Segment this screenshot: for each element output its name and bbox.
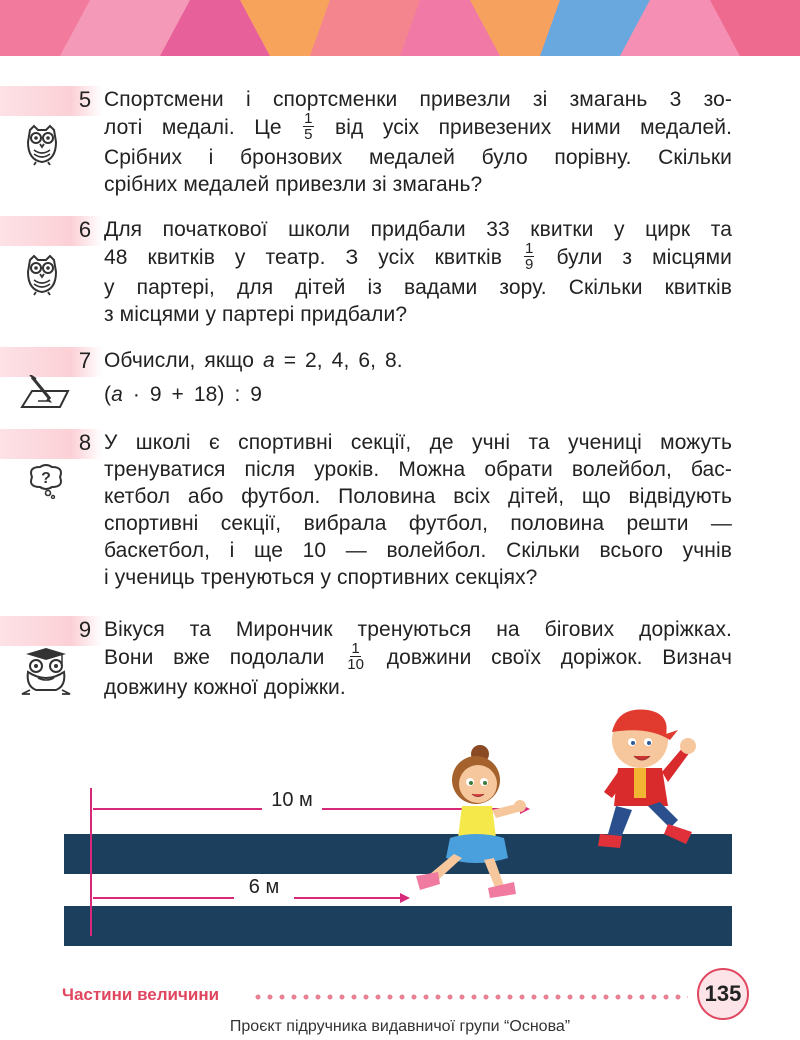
task-line: баскетбол, і ще 10 — волейбол. Скільки всього учнів bbox=[104, 539, 732, 562]
page-number-badge bbox=[697, 968, 749, 1020]
owl-icon bbox=[22, 122, 62, 171]
task-text bbox=[104, 86, 732, 198]
task-line: срібних медалей привезли зі змагань? bbox=[104, 173, 483, 196]
expression: (a · 9 + 18) : 9 bbox=[104, 383, 263, 406]
svg-text:?: ? bbox=[41, 470, 51, 487]
task-line: 48 квитків у театр. З усіх квитків $\frac{1}{9}$ були з місцями bbox=[104, 240, 733, 273]
fraction: $\frac{1}{10}$ bbox=[347, 640, 365, 673]
owl-icon bbox=[22, 252, 62, 301]
task-text bbox=[104, 616, 732, 701]
top-decorative-banner bbox=[0, 0, 800, 56]
task-text bbox=[104, 216, 732, 328]
task-line: Обчисли, якщо a = 2, 4, 6, 8. bbox=[104, 349, 403, 372]
task-number: 5 bbox=[78, 87, 92, 112]
task-line: Срібних і бронзових медалей було порівну. Скільки bbox=[104, 146, 732, 169]
dotted-divider bbox=[252, 993, 688, 1001]
section-title: Частини величини bbox=[62, 985, 220, 1004]
publisher-note: Проєкт підручника видавничої групи “Основа” bbox=[229, 1018, 571, 1035]
task-line: тренуватися після уроків. Можна обрати волейбол, бас- bbox=[104, 458, 732, 481]
page-number: 135 bbox=[704, 981, 742, 1006]
task-number: 9 bbox=[78, 617, 92, 642]
task-line: У школі є спортивні секції, де учні та учениці можуть bbox=[104, 431, 732, 454]
task-line: Для початкової школи придбали 33 квитки у цирк та bbox=[104, 218, 732, 241]
task-line: довжину кожної доріжки. bbox=[104, 676, 346, 699]
task-number: 6 bbox=[78, 217, 92, 242]
task-line: з місцями у партері придбали? bbox=[104, 303, 408, 326]
task-line: у партері, для дітей із вадами зору. Скільки квитків bbox=[104, 276, 732, 299]
task-number: 8 bbox=[78, 430, 92, 455]
boy-runner bbox=[598, 709, 696, 848]
running-track-top bbox=[64, 834, 732, 874]
task-line: Вони вже подолали $\frac{1}{10}$ довжини своїх доріжок. Визнач bbox=[104, 640, 732, 673]
task-line: кетбол або футбол. Половина всіх дітей, що відвідують bbox=[104, 485, 732, 508]
task-line: лоті медалі. Це $\frac{1}{5}$ від усіх привезених ними медалей. bbox=[104, 110, 733, 143]
task-number: 7 bbox=[78, 348, 92, 373]
pencil-notebook-icon bbox=[18, 375, 72, 416]
running-tracks-illustration bbox=[0, 700, 800, 960]
distance-label-top: 10 м bbox=[262, 789, 322, 812]
running-track-bottom bbox=[64, 906, 732, 946]
task-line: Вікуся та Мирончик тренуються на бігових доріжках. bbox=[104, 618, 732, 641]
task-line: і учениць тренуються у спортивних секціях? bbox=[104, 566, 538, 589]
task-text bbox=[104, 429, 732, 591]
fraction: $\frac{1}{9}$ bbox=[525, 240, 534, 273]
girl-runner bbox=[416, 745, 526, 898]
distance-label-bottom: 6 м bbox=[234, 876, 294, 899]
task-text bbox=[104, 347, 732, 408]
question-bubble-icon bbox=[26, 463, 66, 504]
variable-a: a bbox=[263, 349, 275, 372]
fraction: $\frac{1}{5}$ bbox=[304, 110, 313, 143]
task-line: спортивні секції, вибрала футбол, половина решти — bbox=[104, 512, 732, 535]
task-line: Спортсмени і спортсменки привезли зі змагань 3 зо- bbox=[104, 88, 732, 111]
frog-graduate-icon bbox=[16, 646, 72, 703]
